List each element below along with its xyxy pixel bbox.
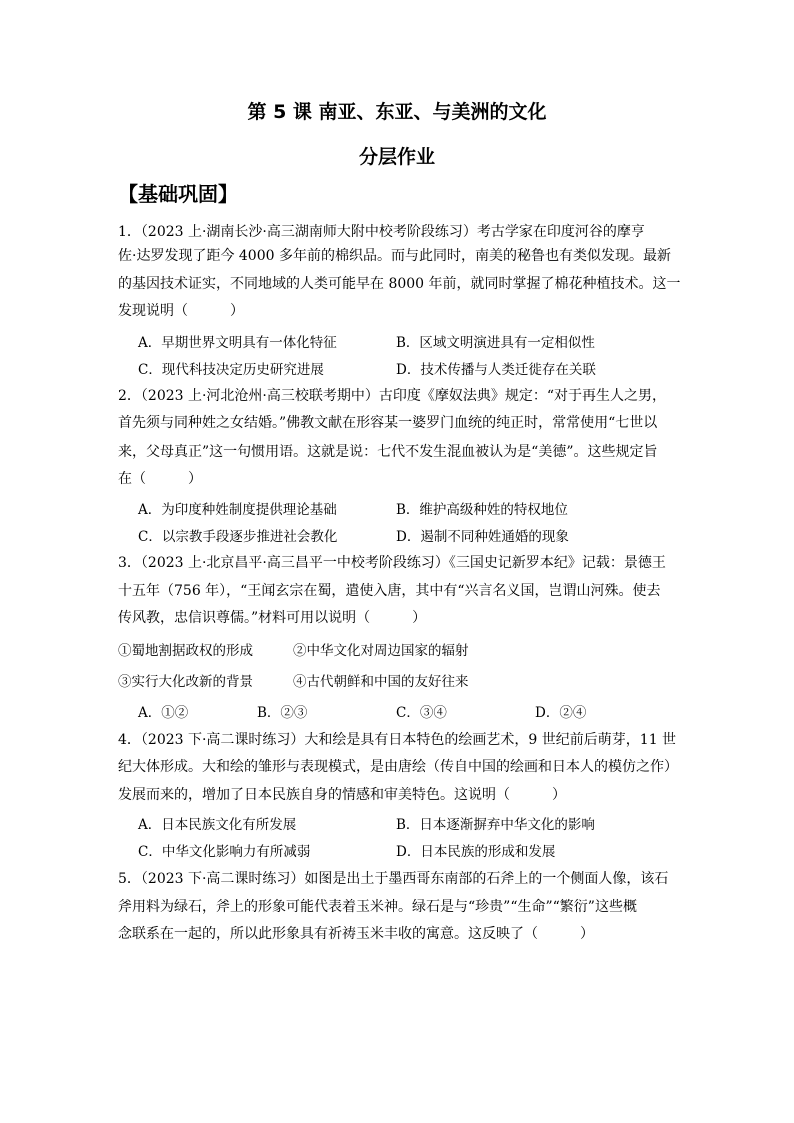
q3-option-b: B．②③: [257, 705, 308, 721]
q1-line-4: 发现说明（ ）: [118, 303, 244, 319]
q4-line-3: 发展而来的，增加了日本民族自身的情感和审美特色。这说明（ ）: [118, 787, 566, 803]
page-title: 第 5 课 南亚、东亚、与美洲的文化: [247, 101, 547, 123]
q1-option-c: C．现代科技决定历史研究进展: [138, 362, 324, 378]
q1-line-2: 佐·达罗发现了距今 4000 多年前的棉织品。而与此同时，南美的秘鲁也有类似发现。最新: [118, 248, 671, 264]
q3-option-c: C．③④: [396, 705, 447, 721]
q3-line-1: 3．（2023 上·北京昌平·高三昌平一中校考阶段练习）《三国史记新罗本纪》记载：景德王: [118, 555, 666, 571]
q3-item-2: ②中华文化对周边国家的辐射: [293, 643, 469, 659]
q4-line-2: 纪大体形成。大和绘的雏形与表现模式，是由唐绘（传自中国的绘画和日本人的模仿之作）: [118, 759, 678, 775]
q5-line-2: 斧用料为绿石，斧上的形象可能代表着玉米神。绿石是与“珍贵”“生命”“繁衍”这些概: [118, 899, 637, 915]
q4-option-a: A．日本民族文化有所发展: [138, 817, 297, 833]
q1-option-d: D．技术传播与人类迁徙存在关联: [396, 362, 596, 378]
q5-line-1: 5．（2023 下·高二课时练习）如图是出土于墨西哥东南部的石斧上的一个侧面人像，该石: [118, 871, 669, 887]
q3-item-1: ①蜀地割据政权的形成: [118, 643, 253, 659]
q1-option-a: A．早期世界文明具有一体化特征: [138, 335, 337, 351]
q1-line-1: 1．（2023 上·湖南长沙·高三湖南师大附中校考阶段练习）考古学家在印度河谷的摩亨: [118, 224, 645, 240]
q4-option-c: C．中华文化影响力有所减弱: [138, 844, 311, 860]
q3-option-a: A．①②: [138, 705, 189, 721]
q3-item-3: ③实行大化改新的背景: [118, 674, 253, 690]
q3-option-d: D．②④: [535, 705, 587, 721]
q5-line-3: 念联系在一起的，所以此形象具有祈祷玉米丰收的寓意。这反映了（ ）: [118, 926, 594, 942]
q1-line-3: 的基因技术证实，不同地域的人类可能早在 8000 年前，就同时掌握了棉花种植技术。这一: [118, 276, 681, 292]
q3-item-4: ④古代朝鲜和中国的友好往来: [293, 674, 469, 690]
q4-line-1: 4．（2023 下·高二课时练习）大和绘是具有日本特色的绘画艺术，9 世纪前后萌芽，11 世: [118, 732, 677, 748]
q1-option-b: B．区域文明演进具有一定相似性: [396, 335, 595, 351]
q2-line-3: 来，父母真正”这一句惯用语。这就是说：七代不发生混血被认为是“美德”。这些规定旨: [118, 444, 658, 460]
page-subtitle: 分层作业: [358, 146, 435, 168]
q2-line-1: 2．（2023 上·河北沧州·高三校联考期中）古印度《摩奴法典》规定：“对于再生人之男，: [118, 388, 667, 404]
q2-line-2: 首先须与同种姓之女结婚。”佛教文献在形容某一婆罗门血统的纯正时，常常使用“七世以: [118, 415, 658, 431]
section-heading: 【基础巩固】: [118, 182, 238, 206]
q3-line-3: 传风教，忠信识尊儒。”材料可用以说明（ ）: [118, 610, 427, 626]
q4-option-b: B．日本逐渐摒弃中华文化的影响: [396, 817, 595, 833]
q2-option-a: A．为印度种姓制度提供理论基础: [138, 502, 337, 518]
q2-option-b: B．维护高级种姓的特权地位: [396, 502, 568, 518]
q2-option-d: D．遏制不同种姓通婚的现象: [396, 529, 569, 545]
q4-option-d: D．日本民族的形成和发展: [396, 844, 556, 860]
q2-line-4: 在（ ）: [118, 471, 202, 487]
q3-line-2: 十五年（756 年），“王闻玄宗在蜀，遣使入唐，其中有“兴言名义国，岂谓山河殊。使去: [118, 583, 661, 599]
q2-option-c: C．以宗教手段逐步推进社会教化: [138, 529, 338, 545]
